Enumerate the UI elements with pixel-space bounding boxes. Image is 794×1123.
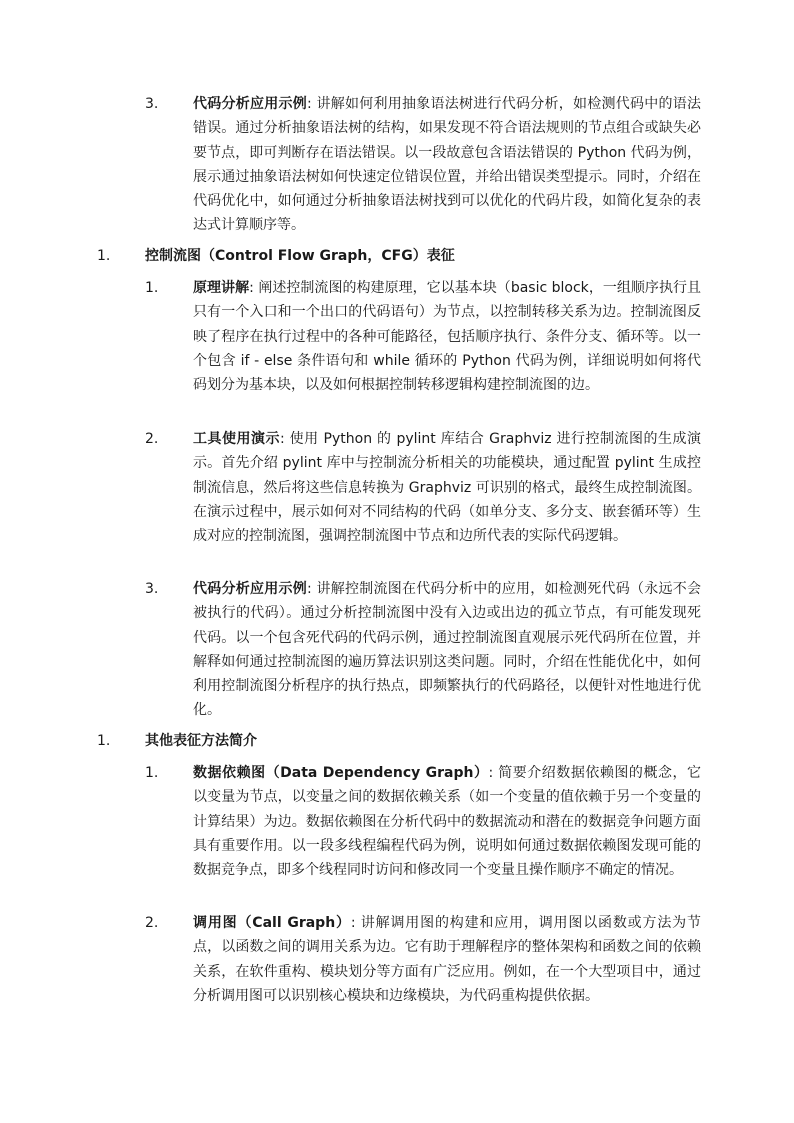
item-heading: 数据依赖图（Data Dependency Graph）: [193, 765, 489, 781]
item-heading: 代码分析应用示例: [193, 96, 308, 112]
section-number: 1.: [97, 733, 111, 749]
list-number: 2.: [145, 431, 159, 447]
item-heading: 原理讲解: [193, 280, 250, 296]
list-item-text: [193, 761, 701, 882]
list-number: 3.: [145, 581, 159, 597]
section-title: 其他表征方法简介: [145, 733, 257, 749]
list-number: 1.: [145, 280, 159, 296]
list-number: 3.: [145, 96, 159, 112]
item-heading: 调用图（Call Graph）: [193, 915, 351, 931]
item-description: : 使用 Python 的 pylint 库结合 Graphviz 进行控制流图的生成演示。首先介绍 pylint 库中与控制流分析相关的功能模块，通过配置 pylint 生成控制流信息，然后将这些信息转换为 Graphviz 可识别的格式，最终生成控制流图。在演示过程中，展示如何对不同结构的代码（如单分支、多分支、嵌套循环等）生成对应的控制流图，强调控制流图中节点和边所代表的实际代码逻辑。: [193, 431, 701, 545]
list-item-text: [193, 577, 701, 723]
section-number: 1.: [97, 248, 111, 264]
section-heading-cfg: [0, 244, 794, 268]
item-description: : 讲解如何利用抽象语法树进行代码分析，如检测代码中的语法错误。通过分析抽象语法树的结构，如果发现不符合语法规则的节点组合或缺失必要节点，即可判断存在语法错误。以一段故意包含语法错误的 Python 代码为例，展示通过抽象语法树如何快速定位错误位置，并给出错误类型提示。同时，介绍在代码优化中，如何通过分析抽象语法树找到可以优化的代码片段，如简化复杂的表达式计算顺序等。: [193, 96, 702, 234]
item-description: : 简要介绍数据依赖图的概念，它以变量为节点，以变量之间的数据依赖关系（如一个变量的值依赖于另一个变量的计算结果）为边。数据依赖图在分析代码中的数据流动和潜在的数据竞争问题方面具有重要作用。以一段多线程编程代码为例，说明如何通过数据依赖图发现可能的数据竞争点，即多个线程同时访问和修改同一个变量且操作顺序不确定的情况。: [193, 765, 702, 879]
list-item-text: [193, 427, 701, 548]
item-description: : 讲解调用图的构建和应用，调用图以函数或方法为节点，以函数之间的调用关系为边。它有助于理解程序的整体架构和函数之间的依赖关系，在软件重构、模块划分等方面有广泛应用。例如，在一个大型项目中，通过分析调用图可以识别核心模块和边缘模块，为代码重构提供依据。: [193, 915, 701, 1004]
item-description: : 讲解控制流图在代码分析中的应用，如检测死代码（永远不会被执行的代码）。通过分析控制流图中没有入边或出边的孤立节点，有可能发现死代码。以一个包含死代码的代码示例，通过控制流图直观展示死代码所在位置，并解释如何通过控制流图的遍历算法识别这类问题。同时，介绍在性能优化中，如何利用控制流图分析程序的执行热点，即频繁执行的代码路径，以便针对性地进行优化。: [193, 581, 702, 719]
list-item-text: [193, 276, 701, 397]
item-description: : 阐述控制流图的构建原理，它以基本块（basic block，一组顺序执行且只有一个入口和一个出口的代码语句）为节点，以控制转移关系为边。控制流图反映了程序在执行过程中的各种可能路径，包括顺序执行、条件分支、循环等。以一个包含 if - else 条件语句和 while 循环的 Python 代码为例，详细说明如何将代码划分为基本块，以及如何根据控制转移逻辑构建控制流图的边。: [193, 280, 702, 394]
list-number: 1.: [145, 765, 159, 781]
section-title: 控制流图（Control Flow Graph，CFG）表征: [145, 248, 455, 264]
list-item-text: [193, 92, 701, 238]
list-number: 2.: [145, 915, 159, 931]
list-item-text: [193, 911, 701, 1008]
item-heading: 工具使用演示: [193, 431, 280, 447]
section-heading-other: [0, 729, 794, 753]
item-heading: 代码分析应用示例: [193, 581, 308, 597]
